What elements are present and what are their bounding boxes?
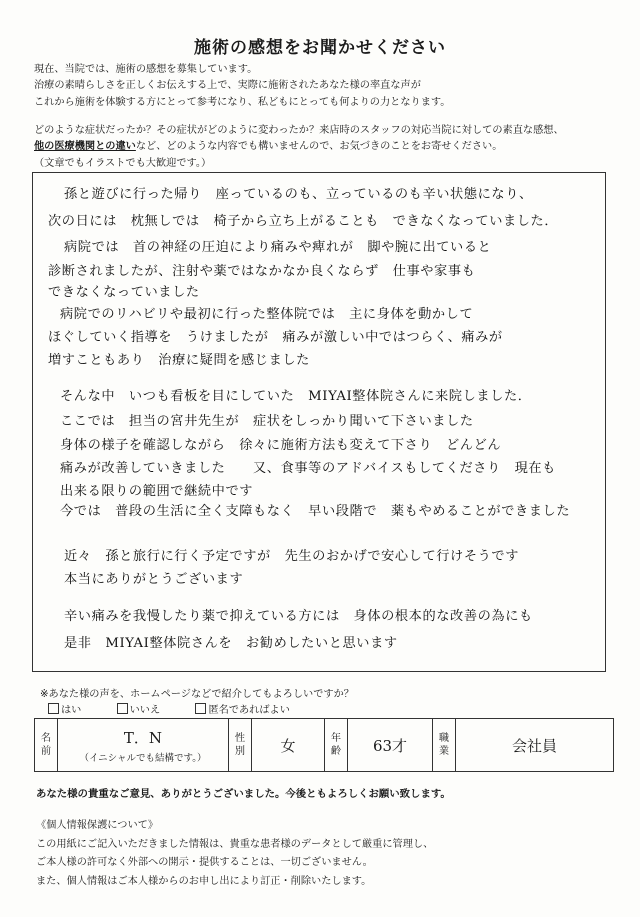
intro-line: これから施術を体験する方にとって参考になり、私どもにとっても何よりの力となります。 [34, 96, 451, 108]
handwritten-line: 病院では 首の神経の圧迫により痛みや痺れが 脚や腕に出ていると [64, 240, 492, 255]
intro-line: 治療の素晴らしさを正しくお伝えする上で、実際に施術されたあなた様の率直な声が [34, 80, 421, 92]
option-no[interactable] [117, 705, 177, 716]
privacy-heading: 《個人情報保護について》 [36, 820, 159, 831]
handwritten-line: 近々 孫と旅行に行く予定ですが 先生のおかげで安心して行けそうです [64, 549, 519, 564]
option-anonymous[interactable] [195, 705, 306, 716]
consent-options [48, 701, 322, 716]
handwritten-line: 本当にありがとうございます [64, 572, 244, 587]
handwritten-line: 次の日には 枕無しでは 椅子から立ち上がることも できなくなっていました． [48, 214, 559, 229]
handwritten-line: 身体の様子を確認しながら 徐々に施術方法も変えて下さり どんどん [60, 438, 502, 453]
option-label: 匿名であればよい [208, 705, 290, 716]
privacy-notice [36, 817, 433, 891]
sex-value: 女 [252, 719, 325, 772]
instruction-rest: など、どのような内容でも構いませんので、お気づきのことをお寄せください。 [135, 141, 503, 153]
name-note: （イニシャルでも結構です。） [79, 752, 207, 764]
handwritten-line: 病院でのリハビリや最初に行った整体院では 主に身体を動かして [60, 307, 474, 322]
page-title: 施術の感想をお聞かせください [194, 38, 446, 58]
instructions [34, 123, 564, 172]
privacy-line: この用紙にご記入いただきました情報は、貴重な患者様のデータとして厳重に管理し、 [36, 838, 434, 850]
instruction-note: （文章でもイラストでも大歓迎です。） [34, 157, 212, 169]
job-value: 会社員 [456, 719, 614, 772]
handwritten-line: 辛い痛みを我慢したり薬で抑えている方には 身体の根本的な改善の為にも [64, 609, 533, 624]
sex-label: 性 別 [229, 719, 252, 772]
name-label: 名 前 [35, 719, 58, 772]
handwritten-line: 痛みが改善していきました 又、食事等のアドバイスもしてくださり 現在も [60, 461, 556, 476]
age-value: 63才 [348, 719, 433, 772]
consent-question: ※あなた様の声を、ホームページなどで紹介してもよろしいですか？ [40, 689, 354, 700]
option-yes[interactable] [48, 705, 97, 716]
checkbox-icon[interactable] [48, 703, 59, 714]
instruction-line: どのような症状だったか？その症状がどのように変わったか？来店時のスタッフの対応当院に対しての素直な感想、 [34, 125, 564, 136]
option-label: いいえ [129, 705, 161, 716]
age-label: 年 齢 [325, 719, 348, 772]
name-value: T．N [123, 728, 163, 747]
handwritten-line: 孫と遊びに行った帰り 座っているのも、立っているのも辛い状態になり、 [64, 187, 533, 202]
intro-line: 現在、当院では、施術の感想を募集しています。 [34, 64, 258, 75]
job-label: 職 業 [433, 719, 456, 772]
respondent-info-table [34, 718, 614, 772]
handwritten-line: 増すこともあり 治療に疑問を感じました [48, 353, 310, 368]
handwritten-line: そんな中 いつも看板を目にしていた MIYAI整体院さんに来院しました． [60, 389, 532, 404]
handwritten-line: ここでは 担当の宮井先生が 症状をしっかり聞いて下さいました [60, 414, 474, 429]
thanks-message: あなた様の貴重なご意見、ありがとうございました。今後ともよろしくお願い致します。 [36, 788, 451, 800]
checkbox-icon[interactable] [195, 703, 206, 714]
privacy-line: ご本人様の許可なく外部への開示・提供することは、一切ございません。 [36, 857, 373, 868]
handwritten-line: 診断されましたが、注射や薬ではなかなか良くならず 仕事や家事も [48, 264, 476, 279]
name-cell [58, 719, 229, 772]
handwritten-line: 是非 MIYAI整体院さんを お勧めしたいと思います [64, 636, 398, 651]
privacy-line: また、個人情報はご本人様からのお申し出により訂正・削除いたします。 [36, 875, 372, 887]
handwritten-line: 今では 普段の生活に全く支障もなく 早い段階で 薬もやめることができました [60, 504, 571, 519]
handwritten-line: 出来る限りの範囲で継続中です [60, 484, 254, 499]
handwritten-line: できなくなっていました [48, 285, 200, 300]
instruction-line [34, 139, 564, 155]
underlined-phrase: 他の医療機関との違い [34, 141, 136, 153]
handwritten-line: ほぐしていく指導を うけましたが 痛みが激しい中ではつらく、痛みが [48, 330, 503, 345]
intro-text [34, 62, 450, 111]
option-label: はい [61, 705, 82, 716]
checkbox-icon[interactable] [117, 703, 128, 714]
